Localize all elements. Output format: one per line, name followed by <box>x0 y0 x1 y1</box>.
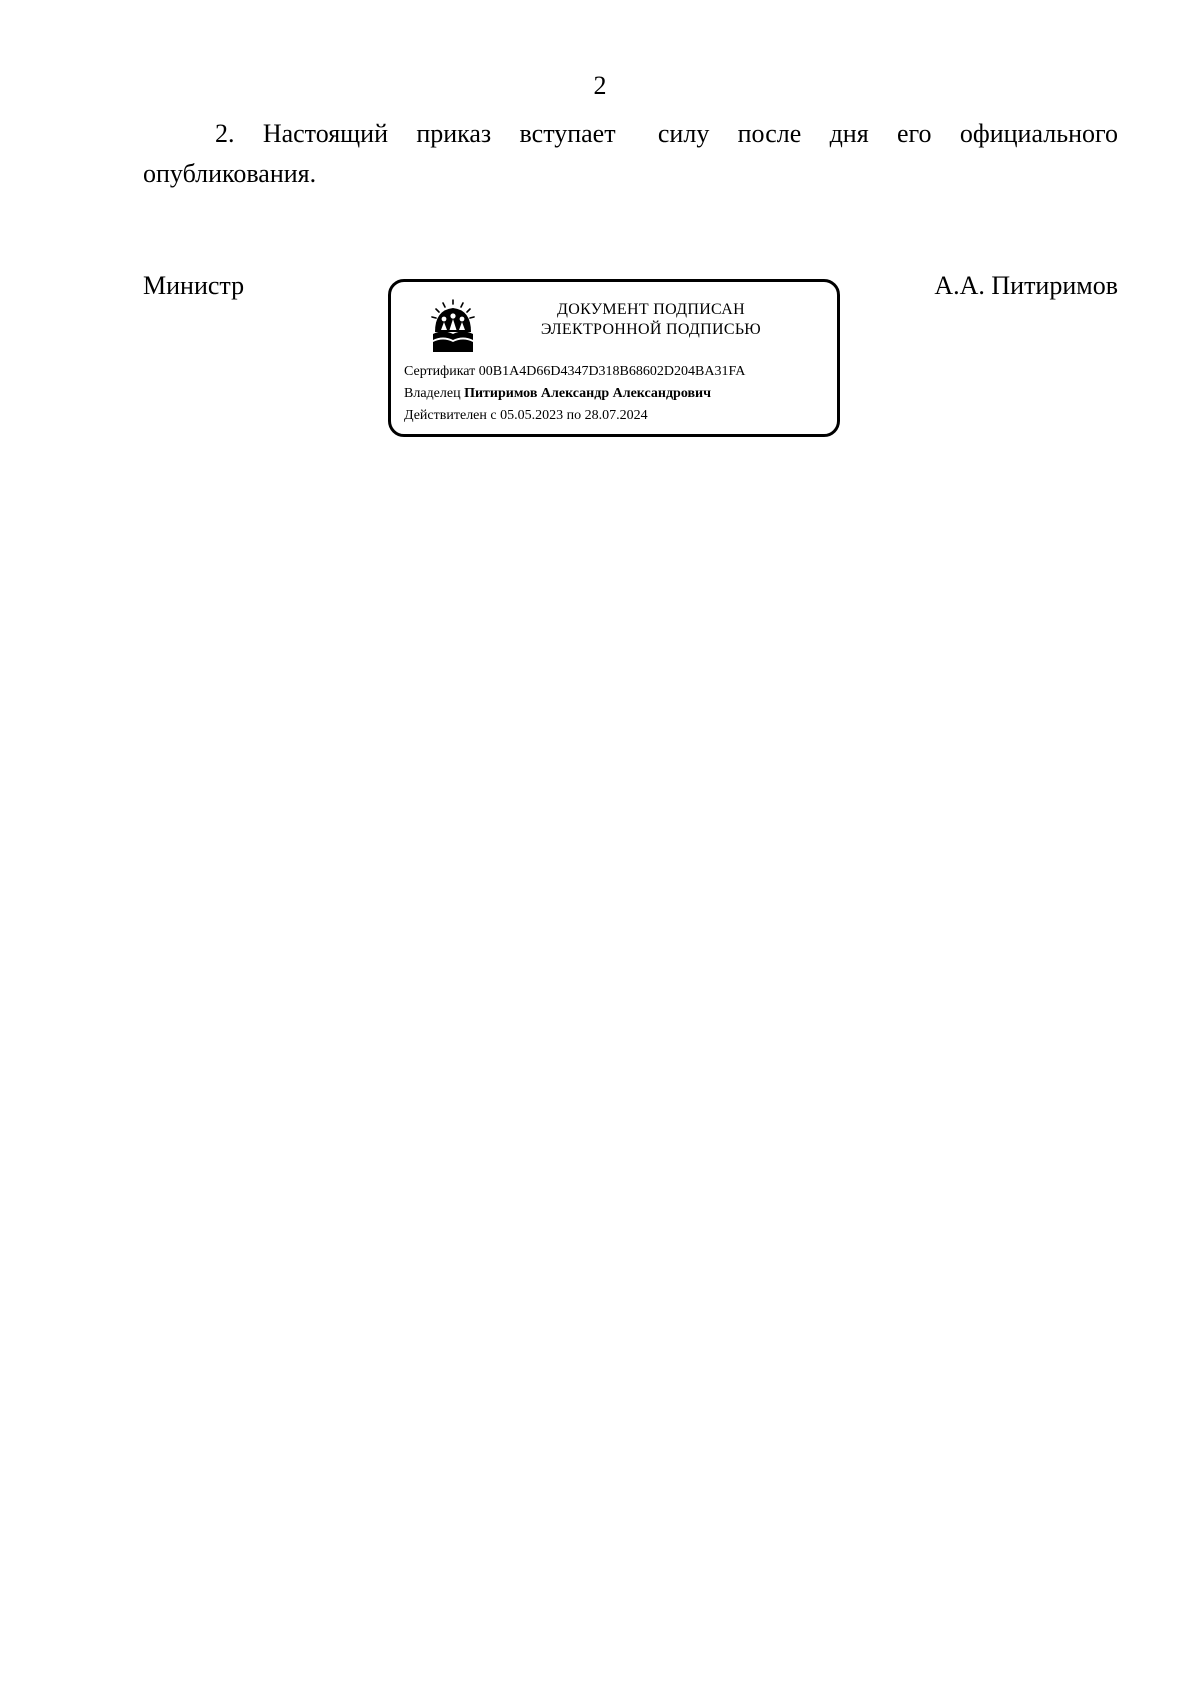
valid-to-date: 28.07.2024 <box>584 408 648 423</box>
valid-from-label: с <box>490 408 497 423</box>
stamp-heading-line-2: ЭЛЕКТРОННОЙ ПОДПИСЬЮ <box>540 321 762 338</box>
paragraph-line-1 <box>143 114 1118 154</box>
stamp-heading <box>501 300 801 340</box>
paragraph-word: силу <box>657 119 710 148</box>
paragraph-word: вступает <box>519 119 616 148</box>
stamp-details <box>404 361 831 427</box>
valid-to-label: по <box>566 408 582 423</box>
certificate-row <box>404 361 831 383</box>
paragraph-word: дня <box>829 119 869 148</box>
electronic-signature-stamp <box>388 279 840 437</box>
paragraph-word: 2. <box>215 119 235 148</box>
paragraph-word: его <box>897 119 932 148</box>
owner-value: Питиримов Александр Александрович <box>464 386 711 401</box>
certificate-value: 00B1A4D66D4347D318B68602D204BA31FA <box>478 364 746 379</box>
signatory-name: А.А. Питиримов <box>934 271 1118 300</box>
paragraph-word: приказ <box>416 119 492 148</box>
paragraph-word: официального <box>959 119 1118 148</box>
page-number: 2 <box>593 71 607 100</box>
regional-coat-of-arms-icon <box>429 298 477 354</box>
paragraph-word: после <box>737 119 802 148</box>
certificate-label: Сертификат <box>404 364 476 379</box>
valid-from-date: 05.05.2023 <box>500 408 564 423</box>
owner-label: Владелец <box>404 386 461 401</box>
owner-row <box>404 383 831 405</box>
validity-row <box>404 405 831 427</box>
paragraph-line-2: опубликования. <box>143 159 317 188</box>
paragraph-word: Настоящий <box>262 119 389 148</box>
valid-label: Действителен <box>404 408 487 423</box>
signatory-title: Министр <box>143 271 245 300</box>
stamp-heading-line-1: ДОКУМЕНТ ПОДПИСАН <box>557 301 745 318</box>
order-paragraph <box>143 114 1118 194</box>
